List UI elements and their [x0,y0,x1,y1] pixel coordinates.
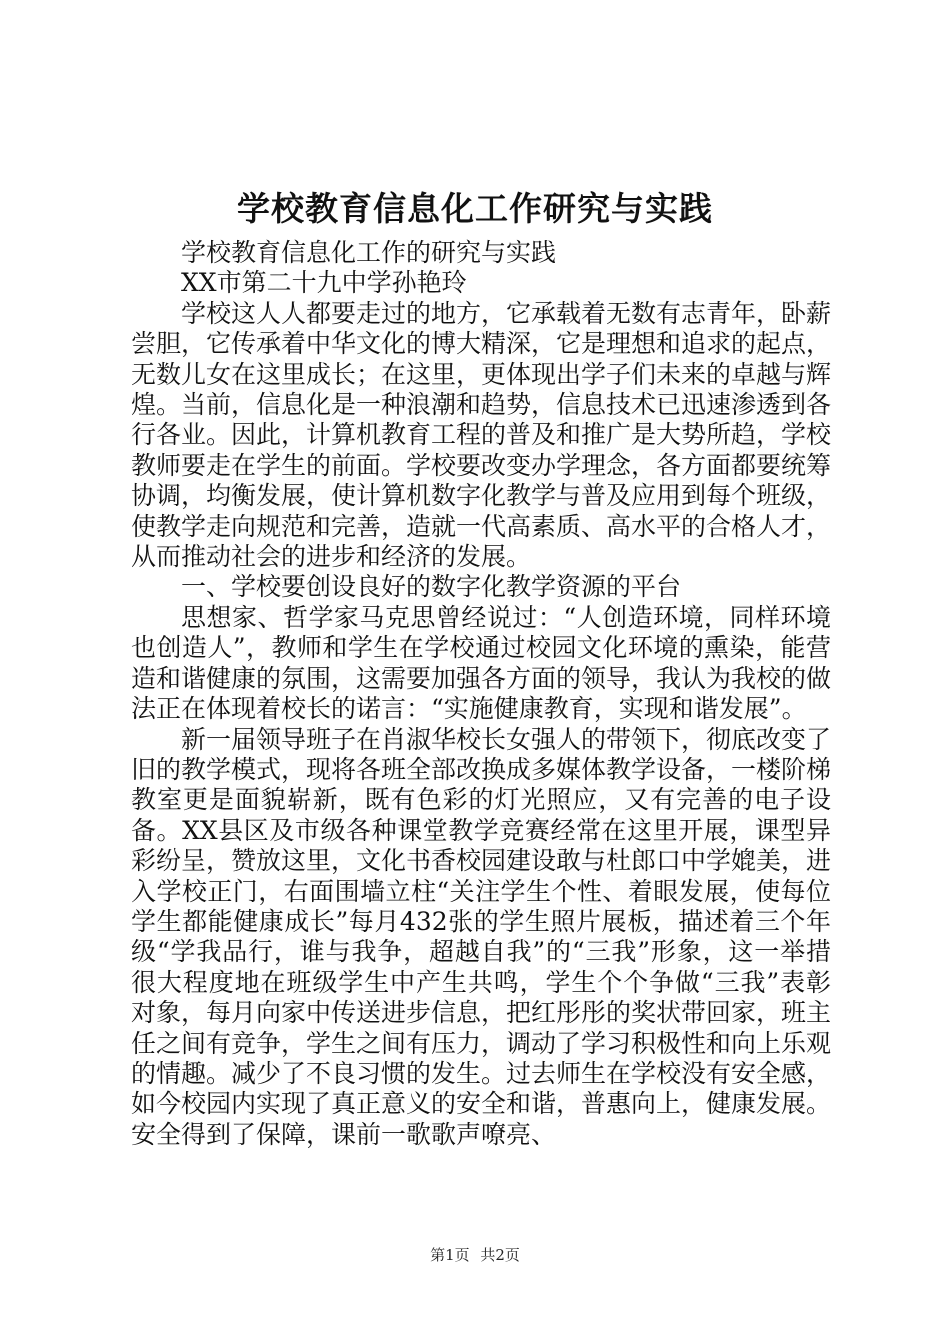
body-paragraph: 新一届领导班子在肖淑华校长女强人的带领下，彻底改变了旧的教学模式，现将各班全部改换成多媒体教学设备，一楼阶梯教室更是面貌崭新，既有色彩的灯光照应，又有完善的电子设备。XX县区及市级各种课堂教学竞赛经常在这里开展，课型异彩纷呈，赞放这里，文化书香校园建设敢与杜郎口中学媲美，进入学校正门，右面围墙立柱“关注学生个性、着眼发展，使每位学生都能健康成长”每月432张的学生照片展板，描述着三个年级“学我品行，谁与我争，超越自我”的“三我”形象，这一举措很大程度地在班级学生中产生共鸣，学生个个争做“三我”表彰对象，每月向家中传送进步信息，把红彤彤的奖状带回家，班主任之间有竞争，学生之间有压力，调动了学习积极性和向上乐观的情趣。减少了不良习惯的发生。过去师生在学校没有安全感，如今校园内实现了真正意义的安全和谐，普惠向上，健康发展。安全得到了保障，课前一歌歌声嘹亮、 [131,724,832,1149]
subtitle-paragraph: 学校教育信息化工作的研究与实践 [181,238,557,267]
document-title: 学校教育信息化工作研究与实践 [237,189,713,228]
body-paragraph: 思想家、哲学家马克思曾经说过：“人创造环境，同样环境也创造人”，教师和学生在学校通过校园文化环境的熏染，能营造和谐健康的氛围，这需要加强各方面的领导，我认为我校的做法正在体现着校长的诺言：“实施健康教育，实现和谐发展”。 [131,602,832,724]
section-heading-1: 一、学校要创设良好的数字化教学资源的平台 [181,572,682,602]
intro-paragraph: 学校这人人都要走过的地方，它承载着无数有志青年，卧薪尝胆，它传承着中华文化的博大精深，它是理想和追求的起点，无数儿女在这里成长；在这里，更体现出学子们未来的卓越与辉煌。当前，信息化是一种浪潮和趋势，信息技术已迅速渗透到各行各业。因此，计算机教育工程的普及和推广是大势所趋，学校教师要走在学生的前面。学校要改变办学理念，各方面都要统筹协调，均衡发展，使计算机数字化教学与普及应用到每个班级，使教学走向规范和完善，造就一代高素质、高水平的合格人才，从而推动社会的进步和经济的发展。 [131,298,832,572]
page-number: 第1页 [430,1246,470,1264]
author-paragraph: XX市第二十九中学孙艳玲 [181,268,467,298]
document-body [131,238,831,1150]
page-total: 共2页 [480,1246,520,1264]
page-footer [0,1244,950,1266]
